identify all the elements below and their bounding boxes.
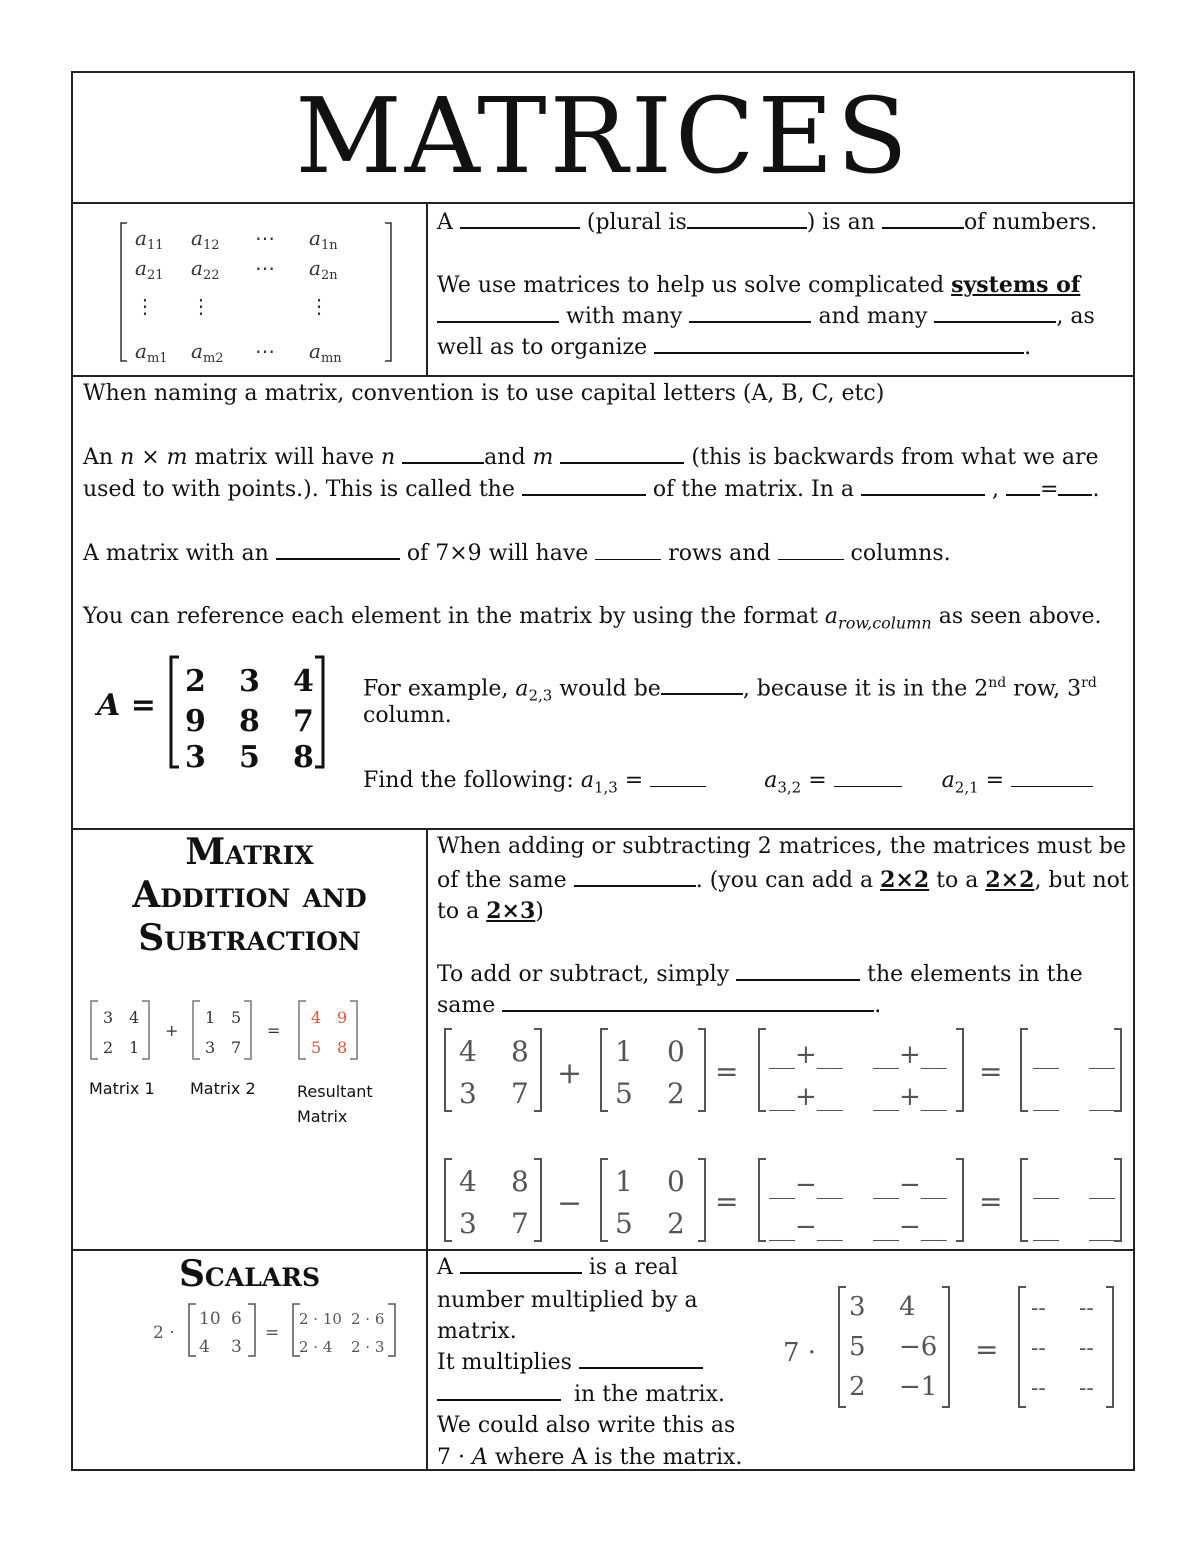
resultant-matrix-entry: 4 — [311, 1008, 322, 1027]
right-matrix-entry: 1 — [615, 1165, 633, 1198]
blank-result-cell: -- — [1079, 1376, 1094, 1401]
plus-sign: + — [165, 1021, 179, 1040]
matrix-a-entry: 5 — [239, 740, 260, 771]
naming-line-1: When naming a matrix, convention is to use capital letters (A, B, C, etc) — [83, 381, 885, 406]
general-matrix-entry: $a_{m2}$ — [191, 339, 224, 366]
matrix-1-entry: 3 — [103, 1008, 114, 1027]
matrix-a-entry: 7 — [293, 704, 314, 739]
matrix-bracket — [1021, 1029, 1028, 1111]
resultant-matrix-entry: 8 — [337, 1038, 348, 1057]
scalars-heading: Scalars — [178, 1253, 321, 1295]
left-matrix-entry: 3 — [459, 1207, 477, 1240]
matrix-bracket — [91, 1001, 98, 1059]
matrix-bracket — [388, 1304, 395, 1356]
matrix-a-entry: 3 — [185, 740, 206, 771]
example-matrix-a — [167, 653, 327, 771]
blank-sum-cell: __−__ — [873, 1170, 947, 1200]
scalars-line-5: in the matrix. — [437, 1379, 725, 1411]
caption-matrix-2: Matrix 2 — [190, 1079, 256, 1098]
general-matrix — [113, 213, 403, 368]
matrix-bracket — [1019, 1287, 1026, 1407]
addition-example — [85, 998, 375, 1068]
matrix-bracket — [1114, 1029, 1121, 1111]
left-matrix-entry: 7 — [511, 1207, 529, 1240]
right-matrix-entry: 1 — [615, 1035, 633, 1068]
resultant-matrix-entry: 9 — [337, 1008, 348, 1027]
scalar-factor: 2 · — [153, 1323, 175, 1343]
addition-line-1: When adding or subtracting 2 matrices, the matrices must be — [437, 834, 1126, 859]
resultant-matrix-entry: 5 — [311, 1038, 322, 1057]
equals-sign: = — [267, 1021, 281, 1040]
matrix-bracket — [956, 1159, 963, 1241]
blank-result-cell: __ — [1089, 1170, 1115, 1200]
general-matrix-entry: $a_{11}$ — [135, 226, 164, 253]
scalar-problem — [783, 1283, 1133, 1413]
matrix-bracket — [1021, 1159, 1028, 1241]
blank-sum-cell: __+__ — [873, 1040, 947, 1070]
blank-result-cell: __ — [1033, 1040, 1059, 1070]
right-matrix-entry: 2 — [667, 1077, 685, 1110]
blank-result-cell: __ — [1033, 1170, 1059, 1200]
equals-sign: = — [975, 1333, 999, 1366]
blank-result-cell: __ — [1089, 1082, 1115, 1112]
scalars-line-4: It multiplies — [437, 1347, 703, 1379]
scalar-factor: 7 · — [783, 1338, 817, 1368]
matrix-a-entry: 9 — [185, 704, 206, 739]
matrix-bracket — [1114, 1159, 1121, 1241]
naming-line-4: A matrix with an of 7×9 will have rows and columns. — [83, 538, 951, 570]
page-title: MATRICES — [295, 75, 911, 197]
scalar-matrix-entry: 3 — [231, 1337, 242, 1357]
general-matrix-entry: ⋯ — [255, 256, 275, 280]
left-matrix-entry: 3 — [459, 1077, 477, 1110]
general-matrix-entry: ⋮ — [135, 294, 155, 318]
divider — [73, 375, 1133, 377]
matrix-1-entry: 1 — [129, 1038, 140, 1057]
matrix-bracket — [698, 1029, 705, 1111]
matrix-bracket — [534, 1029, 541, 1111]
blank-sum-cell: __−__ — [769, 1170, 843, 1200]
scalar-result-entry: 2 · 10 — [299, 1310, 342, 1328]
naming-line-3: used to with points.). This is called the of the matrix. In a , = . — [83, 474, 1099, 506]
operator-plus: + — [557, 1056, 583, 1091]
scalar-matrix-entry: 6 — [231, 1309, 242, 1329]
blank-result-cell: __ — [1089, 1040, 1115, 1070]
blank-result-cell: __ — [1089, 1212, 1115, 1242]
right-matrix-entry: 2 — [667, 1207, 685, 1240]
scalar-result-entry: 2 · 6 — [351, 1310, 385, 1328]
addition-line-5: same . — [437, 990, 881, 1022]
equals-sign: = — [979, 1055, 1003, 1088]
scalar-result-entry: 2 · 3 — [351, 1338, 385, 1356]
scalar-matrix-entry: 5 — [849, 1332, 866, 1362]
general-matrix-entry: ⋮ — [191, 294, 211, 318]
general-matrix-entry: ⋮ — [309, 294, 329, 318]
addition-heading: Matrix Addition and Subtraction — [132, 831, 367, 959]
matrix-bracket — [839, 1287, 846, 1407]
matrix-a-entry: 3 — [239, 664, 260, 699]
matrix-bracket — [759, 1159, 766, 1241]
matrix-bracket — [299, 1001, 306, 1059]
matrix-bracket — [1106, 1287, 1113, 1407]
definition-line-2: We use matrices to help us solve complicated systems of — [437, 272, 1081, 298]
example-line-2: column. — [363, 703, 452, 728]
left-matrix-entry: 7 — [511, 1077, 529, 1110]
matrix-bracket — [142, 1001, 149, 1059]
matrix-bracket — [244, 1001, 251, 1059]
matrix-bracket — [601, 1029, 608, 1111]
general-matrix-entry: $a_{1n}$ — [309, 226, 338, 253]
blank-sum-cell: __+__ — [769, 1082, 843, 1112]
left-matrix-entry: 8 — [511, 1035, 529, 1068]
operator-minus: − — [557, 1186, 583, 1221]
equals-sign: = — [979, 1185, 1003, 1218]
equals-sign: = — [715, 1055, 739, 1088]
scalars-line-2: number multiplied by a — [437, 1288, 698, 1313]
right-matrix-entry: 0 — [667, 1035, 685, 1068]
general-matrix-entry: $a_{m1}$ — [135, 339, 168, 366]
blank-result-cell: -- — [1031, 1296, 1046, 1321]
addition-line-4: To add or subtract, simply the elements in the — [437, 959, 1083, 991]
scalar-matrix-entry: 2 — [849, 1372, 866, 1402]
scalars-line-1: A is a real — [437, 1252, 678, 1284]
scalar-matrix-entry: −6 — [899, 1332, 938, 1362]
addition-line-2: of the same . (you can add a 2×2 to a 2×2, but not — [437, 867, 1129, 893]
matrix-a-entry: 8 — [239, 704, 260, 739]
left-matrix-entry: 4 — [459, 1165, 477, 1198]
scalars-line-6: We could also write this as — [437, 1413, 736, 1438]
addition-line-3: to a 2×3) — [437, 898, 544, 924]
matrix-bracket — [193, 1001, 200, 1059]
general-matrix-entry: ⋯ — [255, 339, 275, 363]
definition-line-3: with many and many , as — [437, 301, 1095, 333]
naming-line-5: You can reference each element in the matrix by using the format $a_{row,column}$ as seen above. — [83, 604, 1102, 633]
scalars-line-7: 7 · A where A is the matrix. — [437, 1445, 743, 1470]
blank-sum-cell: __+__ — [873, 1082, 947, 1112]
matrix-bracket — [534, 1159, 541, 1241]
equals-sign: = — [265, 1323, 280, 1343]
definition-line-1: A (plural is ) is an of numbers. — [437, 207, 1097, 239]
general-matrix-entry: $a_{mn}$ — [309, 339, 342, 366]
matrix-bracket — [445, 1029, 452, 1111]
right-matrix-entry: 5 — [615, 1207, 633, 1240]
matrix-bracket — [445, 1159, 452, 1241]
scalar-matrix-entry: −1 — [899, 1372, 938, 1402]
divider — [73, 828, 1133, 830]
matrix-a-label: A = — [97, 688, 156, 723]
naming-line-2: An n × m matrix will have n and m (this is backwards from what we are — [83, 442, 1099, 474]
matrix-bracket — [189, 1304, 196, 1356]
general-matrix-entry: $a_{22}$ — [191, 256, 220, 283]
equals-sign: = — [715, 1185, 739, 1218]
divider — [426, 202, 428, 375]
matrix-a-entry: 8 — [293, 740, 314, 771]
example-line-1: For example, $a_{2,3}$ would be , because it is in the 2nd row, 3rd — [363, 675, 1097, 705]
matrix-1-entry: 2 — [103, 1038, 114, 1057]
blank-result-cell: __ — [1033, 1082, 1059, 1112]
definition-line-4: well as to organize . — [437, 332, 1031, 364]
matrix-bracket — [248, 1304, 255, 1356]
find-the-following: Find the following: $a_{1,3}$ = $a_{3,2}$ = $a_{2,1}$ = — [363, 765, 1093, 803]
blank-sum-cell: __−__ — [873, 1212, 947, 1242]
scalar-matrix-entry: 10 — [199, 1309, 221, 1329]
matrix-bracket — [956, 1029, 963, 1111]
blank-result-cell: -- — [1079, 1296, 1094, 1321]
worksheet-frame — [71, 71, 1135, 1471]
matrix-bracket — [942, 1287, 949, 1407]
right-matrix-entry: 5 — [615, 1077, 633, 1110]
scalars-line-3: matrix. — [437, 1319, 517, 1344]
matrix-1-entry: 4 — [129, 1008, 140, 1027]
caption-resultant-matrix: Resultant Matrix — [297, 1082, 373, 1126]
general-matrix-entry: $a_{21}$ — [135, 256, 164, 283]
blank-result-cell: __ — [1033, 1212, 1059, 1242]
matrix-2-entry: 3 — [205, 1038, 216, 1057]
matrix-bracket — [601, 1159, 608, 1241]
addition-subtraction-equations — [433, 1025, 1133, 1247]
matrix-a-entry: 2 — [185, 664, 206, 699]
caption-matrix-1: Matrix 1 — [89, 1079, 155, 1098]
scalar-matrix-entry: 4 — [899, 1292, 916, 1322]
divider — [73, 1249, 1133, 1251]
blank-sum-cell: __+__ — [769, 1040, 843, 1070]
matrix-2-entry: 1 — [205, 1008, 216, 1027]
matrix-bracket — [698, 1159, 705, 1241]
blank-result-cell: -- — [1079, 1336, 1094, 1361]
matrix-a-entry: 4 — [293, 664, 314, 699]
blank-result-cell: -- — [1031, 1336, 1046, 1361]
general-matrix-entry: $a_{12}$ — [191, 226, 220, 253]
divider — [426, 828, 428, 1471]
right-matrix-entry: 0 — [667, 1165, 685, 1198]
matrix-2-entry: 7 — [231, 1038, 242, 1057]
left-matrix-entry: 8 — [511, 1165, 529, 1198]
matrix-bracket — [759, 1029, 766, 1111]
matrix-2-entry: 5 — [231, 1008, 242, 1027]
general-matrix-entry: $a_{2n}$ — [309, 256, 338, 283]
blank-sum-cell: __−__ — [769, 1212, 843, 1242]
scalar-result-entry: 2 · 4 — [299, 1338, 333, 1356]
scalar-matrix-entry: 4 — [199, 1337, 210, 1357]
general-matrix-entry: ⋯ — [255, 226, 275, 250]
left-matrix-entry: 4 — [459, 1035, 477, 1068]
blank-result-cell: -- — [1031, 1376, 1046, 1401]
divider — [73, 202, 1133, 204]
matrix-bracket — [350, 1001, 357, 1059]
scalar-example — [103, 1298, 403, 1360]
scalar-matrix-entry: 3 — [849, 1292, 866, 1322]
